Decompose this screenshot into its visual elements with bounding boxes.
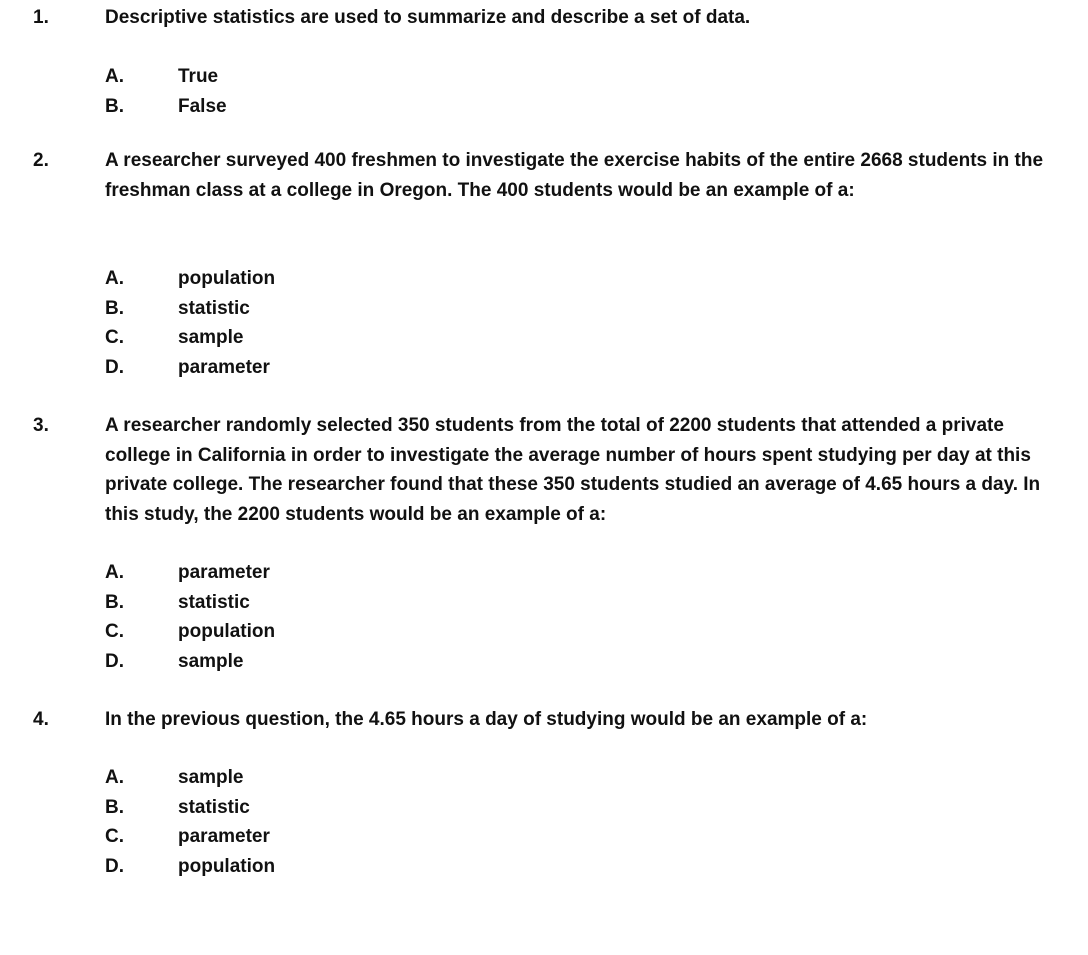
option-text: parameter [178,562,270,583]
option-text: sample [178,650,244,672]
question-number: 2. [33,150,49,171]
option-letter: B. [105,796,124,818]
option-letter: A. [105,562,124,583]
question-number: 3. [33,415,49,436]
option-letter: C. [105,826,124,847]
option-text: sample [178,327,244,348]
option-letter: B. [105,95,124,117]
option-letter: D. [105,855,124,877]
option-text: sample [178,767,244,788]
question-text: In the previous question, the 4.65 hours a day of studying would be an example of a: [105,709,868,730]
question-text: A researcher randomly selected 350 students from the total of 2200 students that attended a private college in California in order to investigate the average number of hours spent studying per day at this private college. The researcher found that these 350 students studied an average of 4.65 hours a day. In this study, the 2200 students would be an example of a: [105,415,1041,525]
question-text: A researcher surveyed 400 freshmen to investigate the exercise habits of the entire 2668 students in the freshman class at a college in Oregon. The 400 students would be an example of a: [105,150,1044,201]
option-letter: A. [105,268,124,289]
question-number: 1. [33,7,49,28]
option-letter: C. [105,327,124,348]
option-letter: C. [105,621,124,642]
option-letter: D. [105,650,124,672]
option-letter: B. [105,297,124,319]
option-text: True [178,66,219,87]
option-text: population [178,855,276,877]
option-text: parameter [178,826,270,847]
option-text: population [178,268,276,289]
option-text: population [178,621,276,642]
option-text: False [178,95,227,117]
option-text: statistic [178,796,250,818]
question-number: 4. [33,709,49,730]
option-letter: B. [105,591,124,613]
question-text: Descriptive statistics are used to summarize and describe a set of data. [105,7,751,28]
option-letter: D. [105,356,124,378]
option-text: statistic [178,591,250,613]
option-letter: A. [105,66,124,87]
option-text: statistic [178,297,250,319]
option-letter: A. [105,767,124,788]
option-text: parameter [178,356,270,378]
